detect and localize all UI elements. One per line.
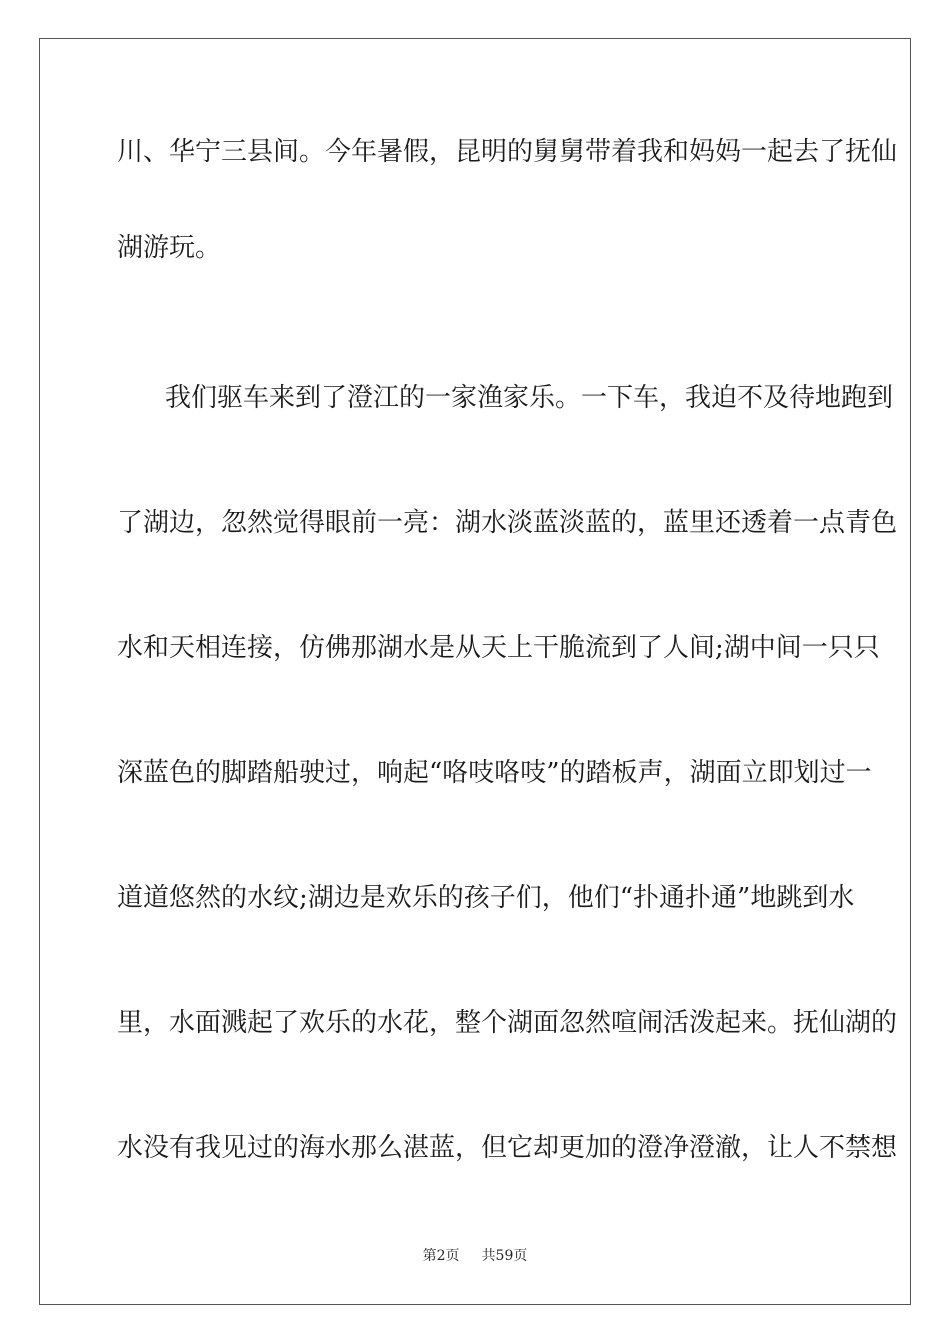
text-line-8: 里，水面溅起了欢乐的水花，整个湖面忽然喧闹活泼起来。抚仙湖的	[117, 1008, 898, 1038]
page-footer	[0, 1247, 950, 1265]
page-border	[39, 38, 911, 1305]
text-line-6: 深蓝色的脚踏船驶过，响起“咯吱咯吱”的踏板声，湖面立即划过一	[117, 758, 872, 788]
page-total: 共59页	[481, 1248, 528, 1264]
text-line-3: 我们驱车来到了澄江的一家渔家乐。一下车，我迫不及待地跑到	[165, 383, 894, 413]
text-line-2: 湖游玩。	[117, 233, 222, 263]
text-line-9: 水没有我见过的海水那么湛蓝，但它却更加的澄净澄澈，让人不禁想	[117, 1133, 898, 1163]
text-line-4: 了湖边，忽然觉得眼前一亮：湖水淡蓝淡蓝的，蓝里还透着一点青色	[117, 508, 898, 538]
page-number: 第2页	[422, 1248, 460, 1264]
text-line-1: 川、华宁三县间。今年暑假，昆明的舅舅带着我和妈妈一起去了抚仙	[117, 137, 898, 167]
text-line-5: 水和天相连接，仿佛那湖水是从天上干脆流到了人间;湖中间一只只	[117, 633, 880, 663]
text-line-7: 道道悠然的水纹;湖边是欢乐的孩子们，他们“扑通扑通”地跳到水	[117, 883, 855, 913]
